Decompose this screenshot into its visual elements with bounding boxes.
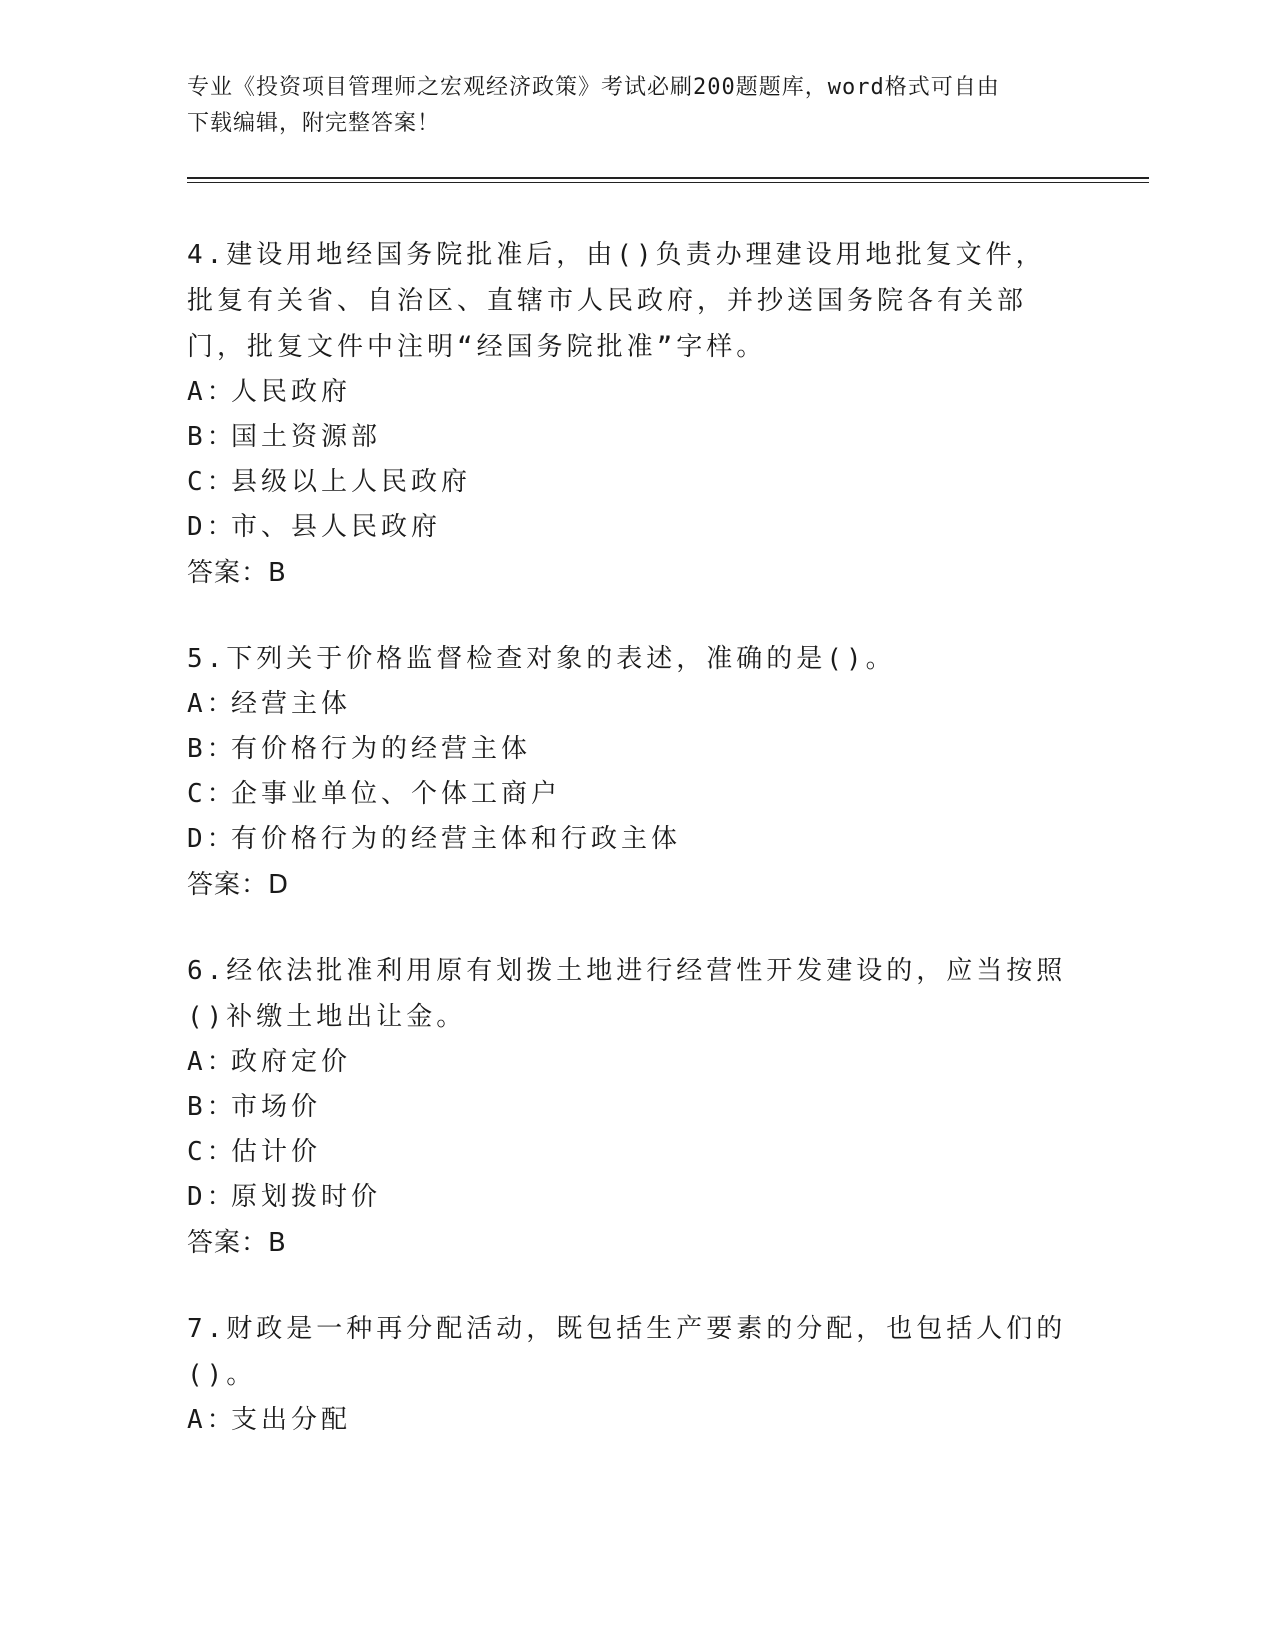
question-6 (187, 948, 1067, 1266)
option-c (187, 1130, 1067, 1175)
option-text: 企事业单位、个体工商户 (231, 779, 562, 809)
option-text: 政府定价 (231, 1047, 352, 1077)
answer-line: 答案：D (187, 870, 290, 900)
header-divider (187, 177, 1149, 183)
option-text: 经营主体 (231, 689, 352, 719)
question-list (187, 232, 1067, 1483)
option-key: D： (187, 512, 237, 542)
question-stem: 6.经依法批准利用原有划拨土地进行经营性开发建设的，应当按照()补缴土地出让金。 (187, 956, 1067, 1032)
option-a (187, 682, 1067, 727)
option-text: 市场价 (231, 1092, 322, 1122)
option-text: 原划拨时价 (231, 1182, 382, 1212)
option-key: C： (187, 1137, 237, 1167)
question-stem: 5.下列关于价格监督检查对象的表述，准确的是()。 (187, 644, 896, 674)
question-7 (187, 1306, 1067, 1443)
option-text: 人民政府 (231, 377, 352, 407)
option-key: C： (187, 779, 237, 809)
option-b (187, 1085, 1067, 1130)
option-c (187, 772, 1067, 817)
option-d (187, 817, 1067, 862)
option-text: 县级以上人民政府 (231, 467, 472, 497)
option-text: 估计价 (231, 1137, 322, 1167)
option-a (187, 370, 1067, 415)
option-key: A： (187, 1405, 237, 1435)
option-key: B： (187, 1092, 237, 1122)
option-b (187, 415, 1067, 460)
question-5 (187, 636, 1067, 908)
option-text: 支出分配 (231, 1405, 352, 1435)
question-stem: 4.建设用地经国务院批准后，由()负责办理建设用地批复文件，批复有关省、自治区、直辖市人民政府，并抄送国务院各有关部门，批复文件中注明“经国务院批准”字样。 (187, 240, 1046, 362)
document-header (187, 70, 1147, 142)
question-stem: 7.财政是一种再分配活动，既包括生产要素的分配，也包括人们的()。 (187, 1314, 1067, 1390)
option-text: 有价格行为的经营主体 (231, 734, 532, 764)
option-text: 有价格行为的经营主体和行政主体 (231, 824, 682, 854)
option-text: 国土资源部 (231, 422, 382, 452)
option-b (187, 727, 1067, 772)
header-title-line-2: 下载编辑，附完整答案！ (187, 111, 441, 136)
answer-line: 答案：B (187, 1228, 287, 1258)
option-d (187, 505, 1067, 550)
option-key: D： (187, 1182, 237, 1212)
option-key: A： (187, 377, 237, 407)
option-key: C： (187, 467, 237, 497)
option-text: 市、县人民政府 (231, 512, 442, 542)
answer-line: 答案：B (187, 558, 287, 588)
question-4 (187, 232, 1067, 596)
option-d (187, 1175, 1067, 1220)
option-key: A： (187, 689, 237, 719)
option-key: A： (187, 1047, 237, 1077)
option-c (187, 460, 1067, 505)
option-a (187, 1040, 1067, 1085)
option-key: D： (187, 824, 237, 854)
option-key: B： (187, 422, 237, 452)
option-key: B： (187, 734, 237, 764)
header-title-line-1: 专业《投资项目管理师之宏观经济政策》考试必刷200题题库，word格式可自由 (187, 75, 1000, 100)
option-a (187, 1398, 1067, 1443)
